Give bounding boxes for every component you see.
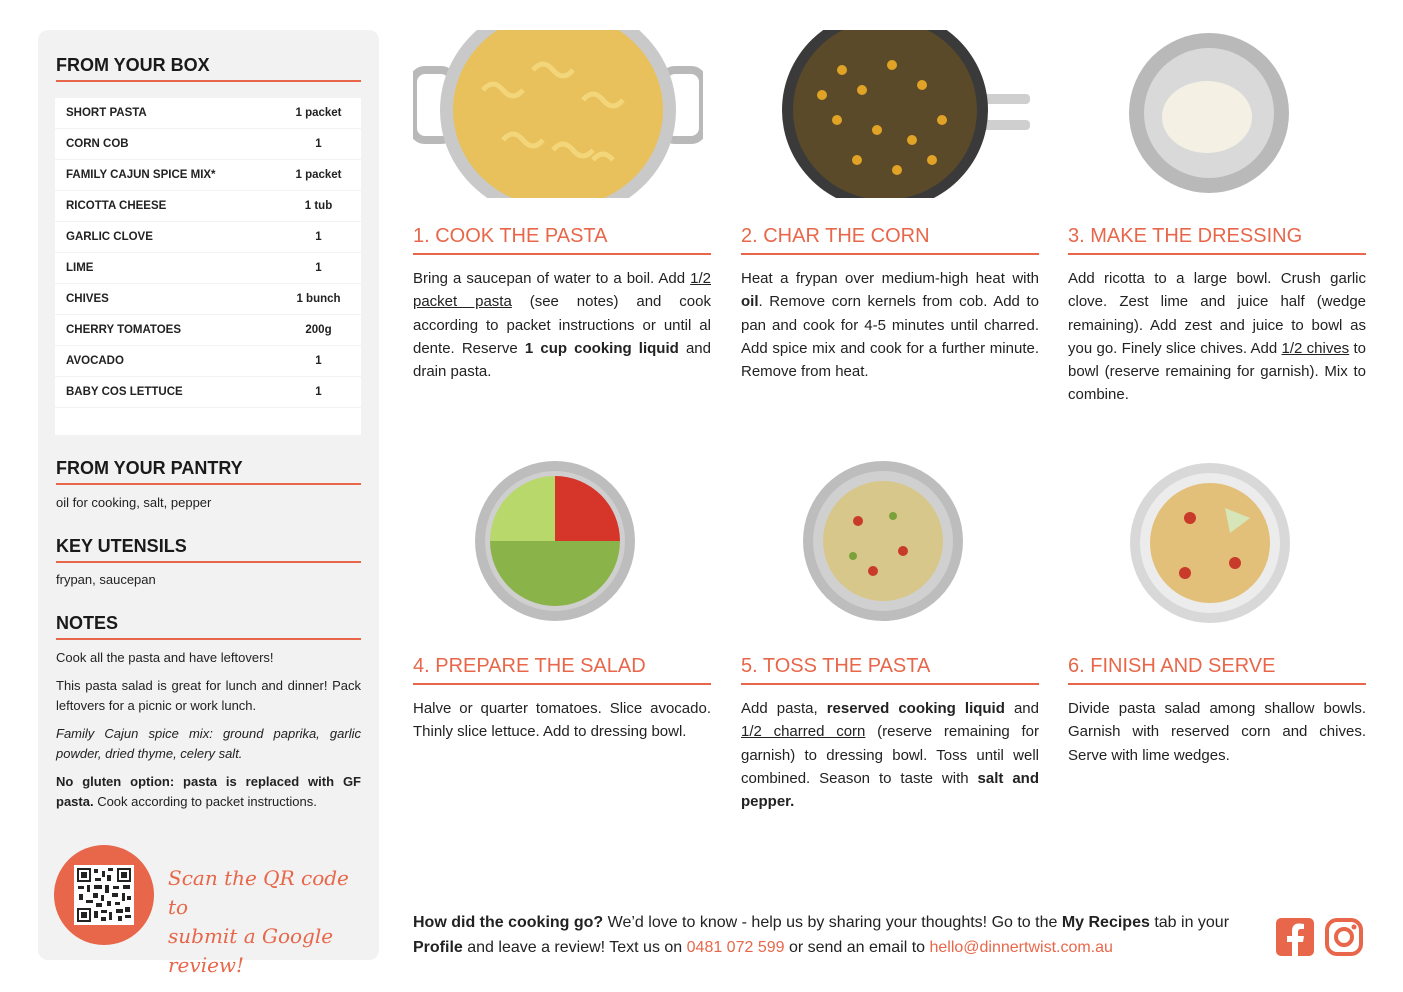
table-row <box>55 191 361 222</box>
step-5-text <box>741 697 1039 813</box>
step-text-underline: 1/2 chives <box>1281 339 1350 357</box>
footer-question: How did the cooking go? <box>413 914 604 931</box>
ingredient-qty: 1 <box>315 262 322 274</box>
step-6-title: 6. FINISH AND SERVE <box>1068 655 1366 685</box>
note-1: Cook all the pasta and have leftovers! <box>56 650 274 665</box>
note-4 <box>56 772 361 812</box>
notes-title: NOTES <box>56 613 361 640</box>
note-4-rest: Cook according to packet instructions. <box>93 794 317 809</box>
ingredient-qty: 1 tub <box>304 200 333 212</box>
tossed-pasta-image <box>803 461 963 621</box>
review-footer <box>413 910 1258 960</box>
step-6-text: Divide pasta salad among shallow bowls. Garnish with reserved corn and chives. Serve with lime wedges. <box>1068 700 1366 764</box>
step-1-text <box>413 267 711 383</box>
ingredient-name: FAMILY CAJUN SPICE MIX* <box>66 169 216 181</box>
ingredient-name: RICOTTA CHEESE <box>66 200 167 212</box>
notes-body <box>56 648 361 820</box>
utensils-title: KEY UTENSILS <box>56 536 361 563</box>
ingredient-qty: 1 <box>315 386 322 398</box>
qr-badge <box>54 845 154 945</box>
step-text-bold: reserved cooking liquid <box>826 700 1005 717</box>
utensils-text: frypan, saucepan <box>56 572 156 587</box>
step-text-underline: 1/2 charred corn <box>741 723 866 741</box>
footer-text: tab in your <box>1149 914 1230 931</box>
ingredient-qty: 1 <box>315 355 322 367</box>
step-3-text <box>1068 267 1366 407</box>
step-text-part: and <box>1004 700 1039 717</box>
ingredient-qty: 200g <box>305 324 332 336</box>
note-2: This pasta salad is great for lunch and dinner! Pack leftovers for a picnic or work lunch. <box>56 678 361 713</box>
box-title: FROM YOUR BOX <box>56 55 361 82</box>
pantry-title: FROM YOUR PANTRY <box>56 458 361 485</box>
ingredient-name: AVOCADO <box>66 355 124 367</box>
step-3-title: 3. MAKE THE DRESSING <box>1068 225 1366 255</box>
ingredient-qty: 1 bunch <box>296 293 341 305</box>
ingredient-name: CORN COB <box>66 138 129 150</box>
table-row <box>55 98 361 129</box>
step-text-part: Add ricotta to a large bowl. Crush garlic clove. Zest lime and juice half (wedge remaining). Add zest and juice to bowl as you go. Finely slice chives. Add <box>1068 270 1366 357</box>
step-text-part: Heat a frypan over medium-high heat with <box>741 270 1039 287</box>
ingredient-qty: 1 packet <box>295 169 342 181</box>
step-4-text: Halve or quarter tomatoes. Slice avocado. Thinly slice lettuce. Add to dressing bowl. <box>413 700 711 741</box>
table-row <box>55 129 361 160</box>
email-link[interactable]: hello@dinnertwist.com.au <box>929 939 1113 956</box>
step-1-title: 1. COOK THE PASTA <box>413 225 711 255</box>
qr-code-icon[interactable] <box>74 865 134 925</box>
table-row <box>55 160 361 191</box>
table-row <box>55 284 361 315</box>
step-text-bold: 1 cup cooking liquid <box>524 339 679 357</box>
ingredient-name: SHORT PASTA <box>66 107 147 119</box>
footer-text: or send an email to <box>784 939 930 956</box>
ingredient-name: CHERRY TOMATOES <box>66 324 182 336</box>
ingredient-name: LIME <box>66 262 94 274</box>
table-row <box>55 222 361 253</box>
step-2-text <box>741 267 1039 383</box>
facebook-icon[interactable] <box>1275 917 1315 957</box>
ingredients-table <box>55 98 361 435</box>
sidebar <box>38 30 379 977</box>
footer-profile: Profile <box>413 939 463 956</box>
step-text-part: (see notes) and cook according to packet instructions or until al dente. Reserve <box>413 293 711 357</box>
table-row <box>55 315 361 346</box>
phone-link[interactable]: 0481 072 599 <box>686 939 785 956</box>
ingredient-qty: 1 packet <box>295 107 342 119</box>
footer-text: and leave a review! Text us on <box>462 939 687 956</box>
step-text-underline: 1/2 packet pasta <box>413 270 711 311</box>
table-row <box>55 346 361 377</box>
step-text-part: Bring a saucepan of water to a boil. Add <box>413 270 691 287</box>
ingredient-name: CHIVES <box>66 293 109 305</box>
step-text-bold: salt and pepper. <box>741 769 1039 811</box>
pantry-text: oil for cooking, salt, pepper <box>56 495 212 510</box>
table-row <box>55 253 361 284</box>
step-4-title: 4. PREPARE THE SALAD <box>413 655 711 685</box>
table-row <box>55 377 361 408</box>
step-2-title: 2. CHAR THE CORN <box>741 225 1039 255</box>
step-text-bold: oil <box>741 293 759 311</box>
step-text-part: Add pasta, <box>741 700 827 717</box>
footer-my-recipes: My Recipes <box>1061 914 1150 931</box>
qr-caption-line1: Scan the QR code to <box>168 866 349 919</box>
ingredient-qty: 1 <box>315 231 322 243</box>
ingredient-name: GARLIC CLOVE <box>66 231 153 243</box>
ricotta-dressing-image <box>1129 33 1289 193</box>
instagram-icon[interactable] <box>1324 917 1364 957</box>
step-text-part: and drain pasta. <box>413 339 711 381</box>
note-4-bold: No gluten option: pasta is replaced with GF pasta. <box>56 774 361 809</box>
salad-bowl-image <box>475 461 635 621</box>
qr-caption <box>168 864 368 980</box>
ingredient-name: BABY COS LETTUCE <box>66 386 183 398</box>
finished-salad-image <box>1130 463 1290 623</box>
step-text-part: to bowl (reserve remaining for garnish). Mix to combine. <box>1068 339 1366 404</box>
step-text-part: (reserve remaining for garnish) to dressing bowl. Toss until well combined. Season to taste with <box>741 723 1040 787</box>
footer-text: We’d love to know - help us by sharing your thoughts! Go to the <box>603 914 1062 931</box>
step-text-part: . Remove corn kernels from cob. Add to pan and cook for 4-5 minutes until charred. Add spice mix and cook for a further minute. Remove from heat. <box>741 293 1039 381</box>
qr-caption-line2: submit a Google review! <box>168 924 334 977</box>
note-3: Family Cajun spice mix: ground paprika, garlic powder, dried thyme, celery salt. <box>56 726 361 761</box>
step-5-title: 5. TOSS THE PASTA <box>741 655 1039 685</box>
ingredient-qty: 1 <box>315 138 322 150</box>
charred-corn-pan-image <box>782 30 1032 198</box>
pasta-pot-image <box>413 30 703 198</box>
